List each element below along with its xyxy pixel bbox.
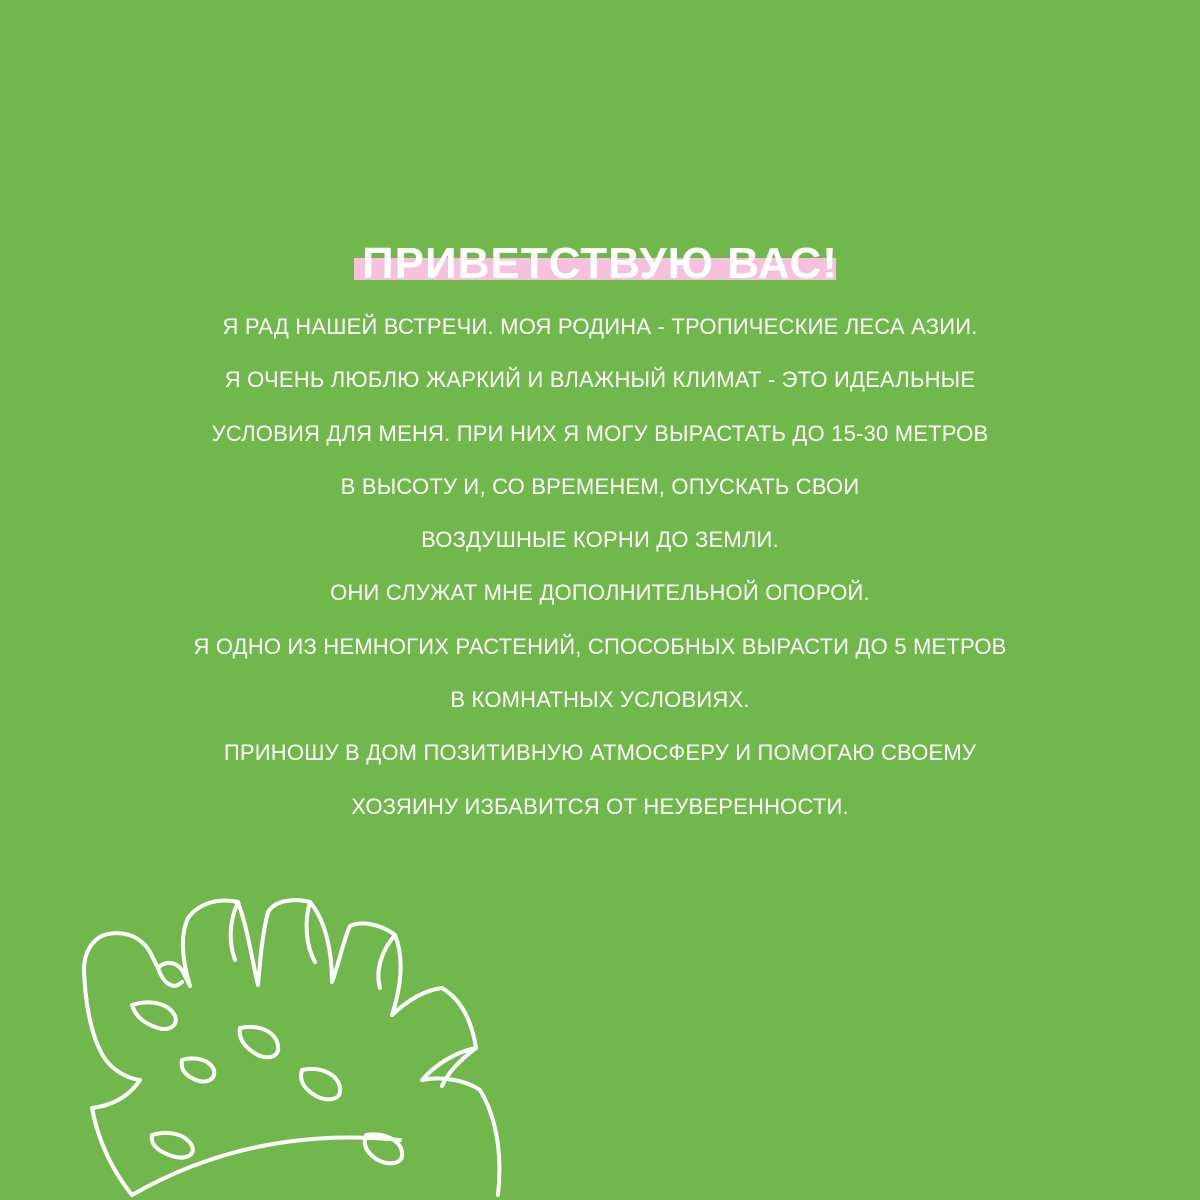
body-line: Я ОЧЕНЬ ЛЮБЛЮ ЖАРКИЙ И ВЛАЖНЫЙ КЛИМАТ - ЭТО ИДЕАЛЬНЫЕ — [224, 367, 976, 393]
leaf-hole — [152, 1133, 193, 1158]
leaf-slit — [231, 902, 238, 960]
heading-block — [0, 236, 1200, 292]
body-line: УСЛОВИЯ ДЛЯ МЕНЯ. ПРИ НИХ Я МОГУ ВЫРАСТАТЬ ДО 15-30 МЕТРОВ — [211, 420, 989, 446]
body-line: Я ОДНО ИЗ НЕМНОГИХ РАСТЕНИЙ, СПОСОБНЫХ ВЫРАСТИ ДО 5 МЕТРОВ — [193, 633, 1007, 659]
monstera-leaf-icon — [70, 890, 520, 1200]
body-line: ОНИ СЛУЖАТ МНЕ ДОПОЛНИТЕЛЬНОЙ ОПОРОЙ. — [330, 580, 870, 606]
leaf-slit — [307, 902, 315, 962]
body-line: ХОЗЯИНУ ИЗБАВИТСЯ ОТ НЕУВЕРЕННОСТИ. — [351, 793, 849, 819]
leaf-hole — [132, 1002, 176, 1029]
body-text — [60, 300, 1140, 833]
body-line: ПРИНОШУ В ДОМ ПОЗИТИВНУЮ АТМОСФЕРУ И ПОМОГАЮ СВОЕМУ — [223, 740, 977, 766]
heading — [358, 236, 842, 292]
body-line: В КОМНАТНЫХ УСЛОВИЯХ. — [450, 687, 750, 713]
leaf-slit — [378, 935, 395, 988]
leaf-hole — [301, 1069, 340, 1099]
leaf-hole — [182, 1058, 215, 1081]
leaf-vein — [132, 1137, 400, 1195]
body-line: В ВЫСОТУ И, СО ВРЕМЕНЕМ, ОПУСКАТЬ СВОИ — [340, 473, 860, 499]
heading-text: ПРИВЕТСТВУЮ ВАС! — [362, 239, 838, 288]
body-line: Я РАД НАШЕЙ ВСТРЕЧИ. МОЯ РОДИНА - ТРОПИЧЕСКИЕ ЛЕСА АЗИИ. — [222, 314, 978, 339]
leaf-hole — [240, 1027, 279, 1057]
body-line: ВОЗДУШНЫЕ КОРНИ ДО ЗЕМЛИ. — [421, 527, 779, 553]
leaf-outline — [84, 900, 499, 1195]
leaf-slit — [158, 968, 182, 986]
